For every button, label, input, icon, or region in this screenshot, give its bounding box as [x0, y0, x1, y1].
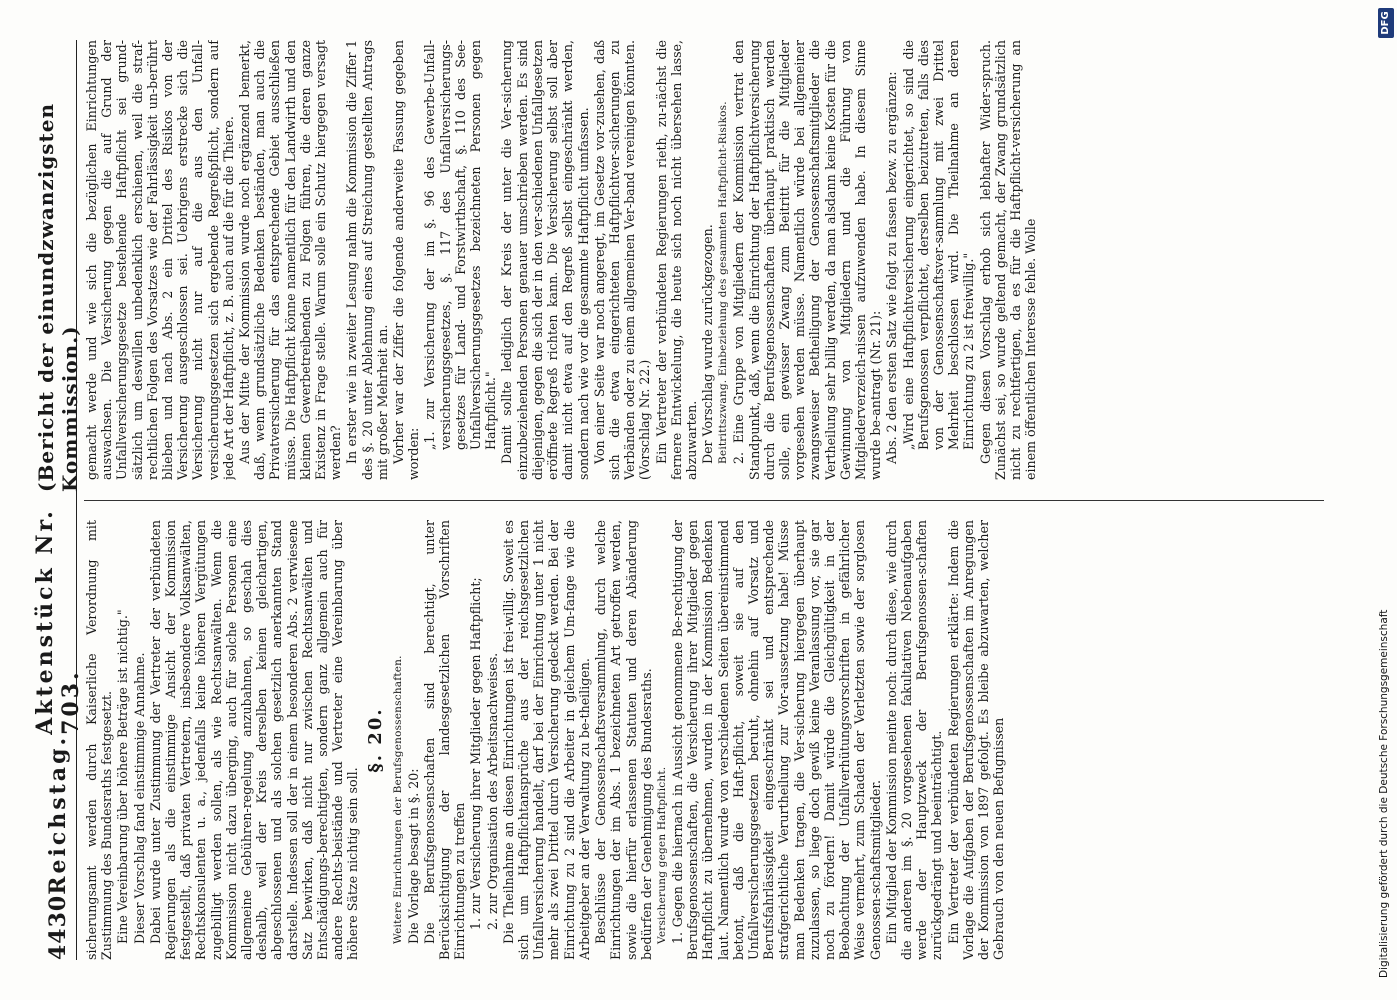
- page-header: [32, 40, 84, 960]
- header-right-title: (Bericht der einundzwanzigsten Kommission.): [34, 102, 82, 492]
- list-item: 1. zur Versicherung ihrer Mitglieder gegen Haftpflicht;: [468, 577, 484, 930]
- rotated-document: [32, 40, 1330, 960]
- column-divider: [84, 500, 1324, 501]
- right-paragraph: Aus der Mitte der Kommission wurde noch ergänzend bemerkt, daß, wenn grundsätzliche Bedenken beständen, man auch die Privatversicherung für das entsprechende Gebiet ausschließen müsse. Die Haftpflicht könne namentlich für den Landwirth und den kleinen Gewerbetreibenden zu Folgen führen, die deren ganze Existenz in Frage stelle. Warum solle ein Schutz hiergegen versagt werden?: [237, 40, 344, 480]
- left-paragraph: sicherungsamt werden durch Kaiserliche Verordnung mit Zustimmung des Bundesraths festgesetzt.: [84, 520, 115, 960]
- dfg-logo-text: DFG: [1380, 11, 1391, 35]
- section-heading: §. 20.: [364, 707, 386, 773]
- right-paragraph: In erster wie in zweiter Lesung nahm die Kommission die Ziffer 1 des §. 20 unter Ablehnung eines auf Streichung gestellten Antrags mit großer Mehrheit an.: [344, 40, 390, 480]
- header-left-title: Reichstag.: [45, 734, 71, 895]
- subheading: Beitrittszwang. Einbeziehung des gesammten Haftpflicht-Risikos.: [717, 101, 730, 464]
- right-paragraph: Von einer Seite war noch angeregt, im Gesetze vor-zusehen, daß sich die etwa eingerichteten Haftpflichtver-sicherungen zu Verbänden oder zu einem allgemeinen Ver-band vereinigen könnten. (Vorschlag Nr. 22.): [591, 40, 653, 480]
- section-subtitle: Weitere Einrichtungen der Berufsgenossenschaften.: [391, 655, 404, 944]
- quoted-provision: „Wird eine Haftpflichtversicherung eingerichtet, so sind die Berufsgenossen verpflichtet, derselben beizutreten, falls dies von der Genossenschaftsver-sammlung mit zwei Drittel Mehrheit beschlossen wird. Die Theilnahme an deren Einrichtung zu 2 ist freiwillig.": [900, 40, 977, 450]
- right-paragraph: Abs. 2 den ersten Satz wie folgt zu fassen bezw. zu ergänzen:: [884, 71, 900, 464]
- left-paragraph: 1. Gegen die hiernach in Aussicht genommene Be-rechtigung der Berufsgenossenschaften, die Versicherung ihrer Mitglieder gegen Haftpflicht zu übernehmen, wurden in der Kommission Bedenken laut. Namentlich wurde von verschiedenen Seiten übereinstimmend betont, daß die Haft-pflicht, soweit sie auf den Unfallversicherungsgesetzen beruht, ohnehin auf Vorsatz und Berufsfahrlässigkeit eingeschränkt sei und entsprechende strafgerichtliche Verurtheilung zur Vor-aussetzung habe! Müsse man Bedenken tragen, die Ver-sicherung hiergegen überhaupt zuzulassen, so liege doch gewiß keine Veranlassung vor, sie gar noch zu fördern! Damit würde die Gleichgültigkeit in der Beobachtung der Unfallverhütungsvorschriften in gefährlicher Weise vermehrt, zum Schaden der Verletzten sowie der sorglosen Genossen-schaftsmitglieder.: [669, 520, 883, 960]
- digitization-note-text: Digitalisierung gefördert durch die Deutsche Forschungsgemeinschaft: [1378, 609, 1390, 978]
- left-paragraph: Dieser Vorschlag fand einstimmige Annahme.: [131, 652, 147, 944]
- right-paragraph: Ein Vertreter der verbündeten Regierungen rieth, zu-nächst die fernere Entwickelung, die heute sich noch nicht übersehen lasse, abzuwarten.: [653, 40, 699, 480]
- left-paragraph: Die Berufsgenossenschaften sind berechtigt, unter Berücksichtigung der landesgesetzlichen Vorschriften Einrichtungen zu treffen: [421, 520, 468, 960]
- right-column: [84, 40, 1324, 480]
- left-column: [84, 520, 1324, 960]
- left-paragraph: Die Vorlage besagt in §. 20:: [405, 768, 421, 944]
- left-paragraph: Ein Mitglied der Kommission meinte noch: durch diese, wie durch die anderen im §. 20 vorgesehenen fakultativen Nebenaufgaben werde der Hauptzweck der Berufsgenossen-schaften zurückgedrängt und beeinträchtigt.: [883, 520, 945, 960]
- right-paragraph: Vorher war der Ziffer die folgende anderweite Fassung gegeben worden:: [391, 40, 422, 480]
- header-middle-title: Aktenstück Nr. 703.: [32, 508, 84, 735]
- left-paragraph: Eine Vereinbarung über höhere Beträge ist nichtig.": [115, 609, 131, 944]
- right-paragraph: Der Vorschlag wurde zurückgezogen.: [700, 224, 716, 464]
- left-paragraph: Beschlüsse der Genossenschaftsversammlung, durch welche Einrichtungen der im Abs. 1 bezeichneten Art getroffen werden, sowie die hierfür erlassenen Statuten und deren Abänderung bedürfen der Genehmigung des Bundesraths.: [593, 520, 654, 960]
- left-paragraph: Dabei wurde unter Zustimmung der Vertreter der verbündeten Regierungen als die einstimmige Ansicht der Kommission festgestellt, daß privaten Vertretern, insbesondere Volksanwälten, Rechtskonsulenten u. a., jedenfalls keine höheren Vergütungen zugebilligt werden sollen, als wie Rechtsanwälten. Wenn die Kommission nicht dazu überging, auch für solche Personen eine allgemeine Gebühren-regelung anzubahnen, so geschah dies deshalb, weil der Kreis derselben keinen gleichartigen, abgeschlossenen und als solchen gesetzlich anerkannten Stand darstelle. Indessen soll der in einem besonderen Abs. 2 verwiesene Satz bewirken, daß nicht nur zwischen Rechtsanwälten und Entschädigungs-berechtigten, sondern ganz allgemein auch für andere Rechts-beistände und Vertreter eine Vereinbarung über höhere Sätze nichtig sein soll.: [147, 520, 361, 960]
- digitization-note: [1374, 18, 1394, 978]
- right-paragraph: Damit sollte lediglich der Kreis der unter die Ver-sicherung einzubeziehenden Personen genauer umschrieben werden. Es sind diejenigen, gegen die sich der in den ver-schiedenen Unfallgesetzen eröffnete Regreß richten kann. Die Versicherung selbst soll aber damit nicht etwa auf den Regreß selbst eingeschränkt werden, sondern nach wie vor die gesammte Haftpflicht umfassen.: [499, 40, 591, 480]
- quoted-provision: „1. zur Versicherung der im §. 96 des Gewerbe-Unfall-versicherungsgesetzes, §. 117 des Unfallversicherungs-gesetzes für Land- und Forstwirthschaft, §. 110 des See-Unfallversicherungsgesetzes bezeichneten Personen gegen Haftpflicht.": [422, 40, 499, 450]
- subheading: Versicherung gegen Haftpflicht.: [655, 766, 668, 944]
- right-paragraph: gemacht werde und wie sich die bezüglichen Einrichtungen auswachsen. Die Versicherung gegen die auf Grund der Unfallversicherungsgesetze bestehende Haftpflicht sei grund-sätzlich um deswillen unbedenklich erschienen, weil die straf-rechtlichen Folgen des Vorsatzes wie der Fahrlässigkeit un-berührt blieben und nach Abs. 2 ein Drittel des Risikos von der Versicherung ausgeschlossen sei. Uebrigens erstrecke sich die Versicherung nicht nur auf die aus den Unfall-versicherungsgesetzen sich ergebende Regreßpflicht, sondern auf jede Art der Haftpflicht, z. B. auch auf die für die Thiere.: [84, 40, 236, 480]
- left-paragraph: Die Theilnahme an diesen Einrichtungen ist frei-willig. Soweit es sich um Haftpflichtansprüche aus der reichsgesetzlichen Unfallversicherung handelt, darf bei der Einrichtung unter 1 nicht mehr als zwei Drittel durch Versicherung gedeckt werden. Bei der Einrichtung zu 2 sind die Arbeiter in gleichem Um-fange wie die Arbeitgeber an der Verwaltung zu be-theiligen.: [500, 520, 592, 960]
- left-paragraph: Ein Vertreter der verbündeten Regierungen erklärte: Indem die Vorlage die Aufgaben der Berufsgenossenschaften im Anregungen der Kommission von 1897 gefolgt. Es bleibe abzuwarten, welcher Gebrauch von den neuen Befugnissen: [945, 520, 1007, 960]
- list-item: 2. zur Organisation des Arbeitsnachweises.: [484, 652, 500, 930]
- text-columns: [84, 40, 1324, 960]
- page-number: 4430: [45, 894, 71, 960]
- right-paragraph: Gegen diesen Vorschlag erhob sich lebhafter Wider-spruch. Zunächst sei, so wurde geltend gemacht, der Zwang grundsätzlich nicht zu rechtfertigen, da es für die Haftpflicht-versicherung an einem öffentlichen Interesse fehle. Wolle: [977, 40, 1039, 480]
- right-paragraph: 2. Eine Gruppe von Mitgliedern der Kommission vertrat den Standpunkt, daß, wenn die Einrichtung der Haftpflichtversicherung durch die Berufsgenossenschaften überhaupt praktisch werden solle, ein gewisser Zwang zum Beitritt für die Mitglieder vorgesehen werden müsse. Namentlich würde bei allgemeiner zwangsweiser Betheiligung der Genossenschaftsmitglieder die Vertheilung sehr billig werden, da man alsdann keine Kosten für die Gewinnung von Mitgliedern und die Führung von Mitgliederverzeich-nissen aufzuwenden habe. In diesem Sinne wurde be-antragt (Nr. 21):: [731, 40, 884, 480]
